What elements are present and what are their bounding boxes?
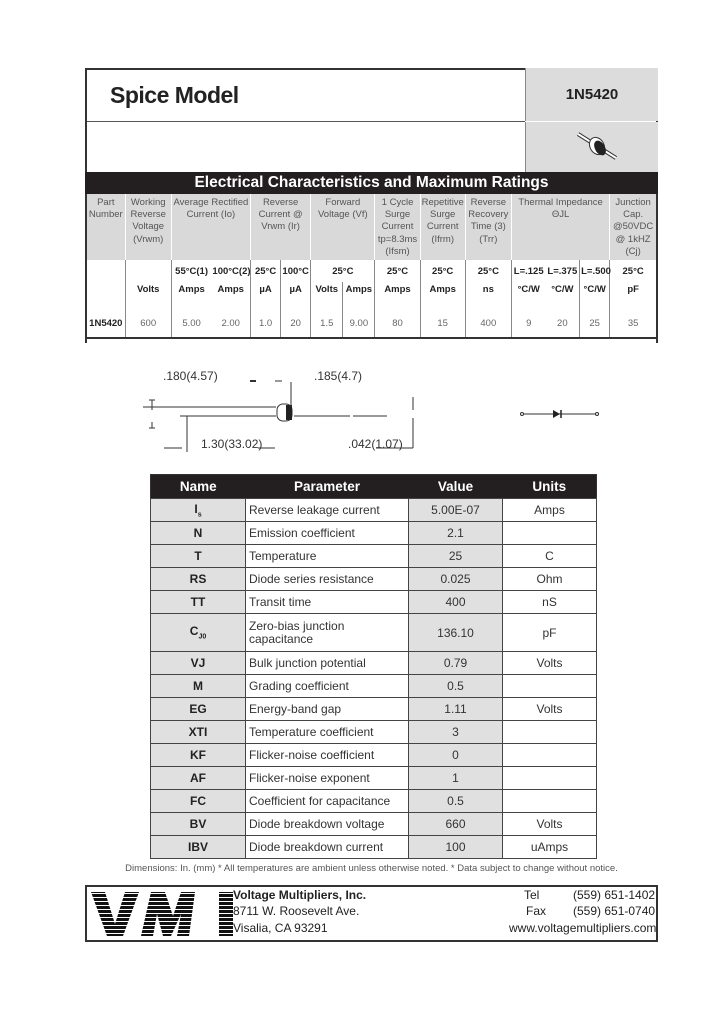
param-units: C [503, 545, 597, 568]
header-cell: Reverse Current @ Vrwm (Ir) [251, 194, 311, 260]
param-units: Volts [503, 698, 597, 721]
param-value: 136.10 [409, 614, 503, 652]
param-name [151, 698, 246, 721]
param-name [151, 790, 246, 813]
table-row [151, 675, 597, 698]
address-line-2: Visalia, CA 93291 [233, 921, 328, 935]
data-cell: 400 [465, 310, 511, 338]
table-row [151, 813, 597, 836]
param-description: Bulk junction potential [246, 652, 409, 675]
param-description: Flicker-noise coefficient [246, 744, 409, 767]
param-description: Emission coefficient [246, 522, 409, 545]
param-units: Ohm [503, 568, 597, 591]
data-cell: 20 [281, 310, 311, 338]
param-value: 3 [409, 721, 503, 744]
param-value: 660 [409, 813, 503, 836]
unit-cell: Amps [217, 284, 244, 295]
param-name [151, 652, 246, 675]
ec-table-title: Electrical Characteristics and Maximum Ratings [85, 172, 658, 194]
dim-lead-diameter: .042(1.07) [348, 437, 403, 451]
param-symbol: I [194, 501, 198, 516]
unit-cell: Amps [171, 282, 211, 310]
table-row [151, 591, 597, 614]
table-row [151, 744, 597, 767]
col-header-name: Name [151, 475, 246, 499]
data-cell: 1.0 [251, 310, 281, 338]
param-description: Flicker-noise exponent [246, 767, 409, 790]
unit-cell: ns [465, 282, 511, 310]
temp-cell: L=.125 [511, 260, 545, 282]
dim-body-diameter: .180(4.57) [163, 369, 218, 383]
param-symbol: XTI [188, 725, 208, 739]
unit-cell: Amps [420, 282, 465, 310]
param-symbol: C [189, 624, 199, 639]
temp-cell: 25°C [311, 260, 375, 282]
param-name [151, 813, 246, 836]
address-line-1: 8711 W. Roosevelt Ave. [233, 904, 360, 918]
unit-cell: °C/W [551, 284, 574, 295]
param-value: 400 [409, 591, 503, 614]
header-cell: Reverse Recovery Time (3) (Trr) [465, 194, 511, 260]
param-name [151, 836, 246, 859]
param-units [503, 675, 597, 698]
param-symbol: BV [189, 817, 207, 831]
param-description: Temperature [246, 545, 409, 568]
param-value: 5.00E-07 [409, 499, 503, 522]
part-number-box [525, 68, 658, 121]
param-name [151, 614, 246, 652]
param-units: Volts [503, 652, 597, 675]
temp-cell: 100°C(2) [212, 265, 251, 277]
param-description: Diode breakdown current [246, 836, 409, 859]
header-cell: Forward Voltage (Vf) [311, 194, 375, 260]
data-cell: 25 [580, 310, 610, 338]
table-row [151, 698, 597, 721]
param-description: Diode series resistance [246, 568, 409, 591]
param-description: Transit time [246, 591, 409, 614]
param-value: 1.11 [409, 698, 503, 721]
param-subscript: J0 [198, 633, 207, 641]
divider [87, 121, 525, 122]
param-units: pF [503, 614, 597, 652]
temp-cell: 25°C [251, 260, 281, 282]
tel-label: Tel [524, 888, 540, 902]
param-value: 0.5 [409, 790, 503, 813]
param-value: 25 [409, 545, 503, 568]
param-symbol: TT [190, 595, 206, 609]
param-name [151, 568, 246, 591]
param-value: 0.5 [409, 675, 503, 698]
unit-cell: µA [281, 282, 311, 310]
data-cell: 35 [610, 310, 657, 338]
param-units [503, 721, 597, 744]
header-cell: Average Rectified Current (Io) [171, 194, 250, 260]
data-cell: 1N5420 [89, 318, 123, 329]
temp-cell: 55°C(1) [171, 260, 211, 282]
param-name [151, 721, 246, 744]
fax-number: (559) 651-0740 [573, 904, 656, 918]
header-cell: Part Number [86, 194, 125, 260]
temp-cell [125, 260, 171, 282]
temp-cell [86, 260, 125, 282]
param-value: 2.1 [409, 522, 503, 545]
data-cell: 15 [420, 310, 465, 338]
param-units: nS [503, 591, 597, 614]
param-symbol: RS [189, 572, 207, 586]
footnote: Dimensions: In. (mm) * All temperatures are ambient unless otherwise noted. * Data subject to change without notice. [125, 863, 618, 874]
col-header-units: Units [503, 475, 597, 499]
dim-body-length: .185(4.7) [314, 369, 363, 383]
table-row [151, 652, 597, 675]
param-symbol: IBV [187, 840, 208, 854]
dim-lead-length: 1.30(33.02) [201, 437, 263, 451]
unit-cell [86, 282, 125, 310]
data-cell: 80 [375, 310, 420, 338]
param-symbol: AF [190, 771, 206, 785]
param-units [503, 767, 597, 790]
data-cell: 9.00 [343, 310, 375, 338]
param-name [151, 675, 246, 698]
param-description: Grading coefficient [246, 675, 409, 698]
param-subscript: s [197, 511, 202, 519]
param-symbol: M [193, 679, 203, 693]
header-cell: 1 Cycle Surge Current tp=8.3ms (Ifsm) [375, 194, 420, 260]
param-name [151, 591, 246, 614]
param-description: Coefficient for capacitance [246, 790, 409, 813]
data-cell: 2.00 [221, 318, 240, 329]
temp-cell: 25°C [375, 260, 420, 282]
param-symbol: FC [190, 794, 206, 808]
param-value: 1 [409, 767, 503, 790]
table-row [86, 310, 657, 338]
diode-image-box [525, 122, 658, 172]
company-footer [85, 885, 658, 942]
spice-parameters-table [150, 474, 597, 859]
temp-cell: L=.375 [547, 265, 578, 277]
table-row [151, 499, 597, 522]
temp-cell: 100°C [281, 260, 311, 282]
param-units [503, 790, 597, 813]
fax-label: Fax [526, 904, 547, 918]
tel-number: (559) 651-1402 [573, 888, 656, 902]
temp-cell: 25°C [610, 260, 657, 282]
data-cell: 9 [511, 310, 545, 338]
header-cell: Repetitive Surge Current (Ifrm) [420, 194, 465, 260]
param-value: 0.79 [409, 652, 503, 675]
param-units [503, 744, 597, 767]
param-symbol: VJ [190, 656, 206, 670]
param-name [151, 499, 246, 522]
param-description: Diode breakdown voltage [246, 813, 409, 836]
electrical-characteristics-table [85, 194, 658, 339]
data-cell: 5.00 [171, 310, 211, 338]
param-description: Reverse leakage current [246, 499, 409, 522]
header-cell: Working Reverse Voltage (Vrwm) [125, 194, 171, 260]
param-value: 100 [409, 836, 503, 859]
table-row [151, 568, 597, 591]
param-symbol: EG [189, 702, 207, 716]
temp-cell: 25°C [420, 260, 465, 282]
unit-cell: Volts [311, 282, 343, 310]
temp-cell: 25°C [465, 260, 511, 282]
param-name [151, 545, 246, 568]
diode-package-icon [526, 122, 659, 172]
param-name [151, 522, 246, 545]
table-row [151, 614, 597, 652]
unit-cell: Volts [125, 282, 171, 310]
website-link[interactable]: www.voltagemultipliers.com [509, 921, 657, 935]
data-cell: 600 [125, 310, 171, 338]
unit-cell: Amps [375, 282, 420, 310]
table-row [151, 721, 597, 744]
param-units: uAmps [503, 836, 597, 859]
param-value: 0 [409, 744, 503, 767]
table-row [151, 790, 597, 813]
part-number: 1N5420 [565, 86, 619, 103]
param-units [503, 522, 597, 545]
header-cell: Thermal Impedance ΘJL [511, 194, 609, 260]
table-row [151, 836, 597, 859]
unit-cell: pF [610, 282, 657, 310]
table-row [151, 522, 597, 545]
col-header-parameter: Parameter [246, 475, 409, 499]
param-symbol: N [193, 526, 203, 540]
param-description: Temperature coefficient [246, 721, 409, 744]
header-cell: Junction Cap. @50VDC @ 1kHZ (Cj) [610, 194, 657, 260]
param-name [151, 767, 246, 790]
page-title: Spice Model [110, 82, 239, 108]
table-row [151, 767, 597, 790]
param-symbol: T [194, 549, 202, 563]
param-symbol: KF [190, 748, 206, 762]
unit-cell: Amps [343, 282, 375, 310]
vmi-logo [91, 890, 241, 938]
param-name [151, 744, 246, 767]
unit-cell: °C/W [511, 282, 545, 310]
unit-cell: °C/W [580, 282, 610, 310]
param-description: Zero-bias junction capacitance [246, 614, 409, 652]
param-units: Volts [503, 813, 597, 836]
unit-cell: µA [251, 282, 281, 310]
company-name: Voltage Multipliers, Inc. [233, 888, 367, 902]
param-value: 0.025 [409, 568, 503, 591]
data-cell: 20 [557, 318, 568, 329]
temp-cell: L=.500 [580, 260, 610, 282]
col-header-value: Value [409, 475, 503, 499]
data-cell: 1.5 [311, 310, 343, 338]
table-row [151, 545, 597, 568]
param-units: Amps [503, 499, 597, 522]
param-description: Energy-band gap [246, 698, 409, 721]
diode-symbol-icon [553, 410, 560, 418]
